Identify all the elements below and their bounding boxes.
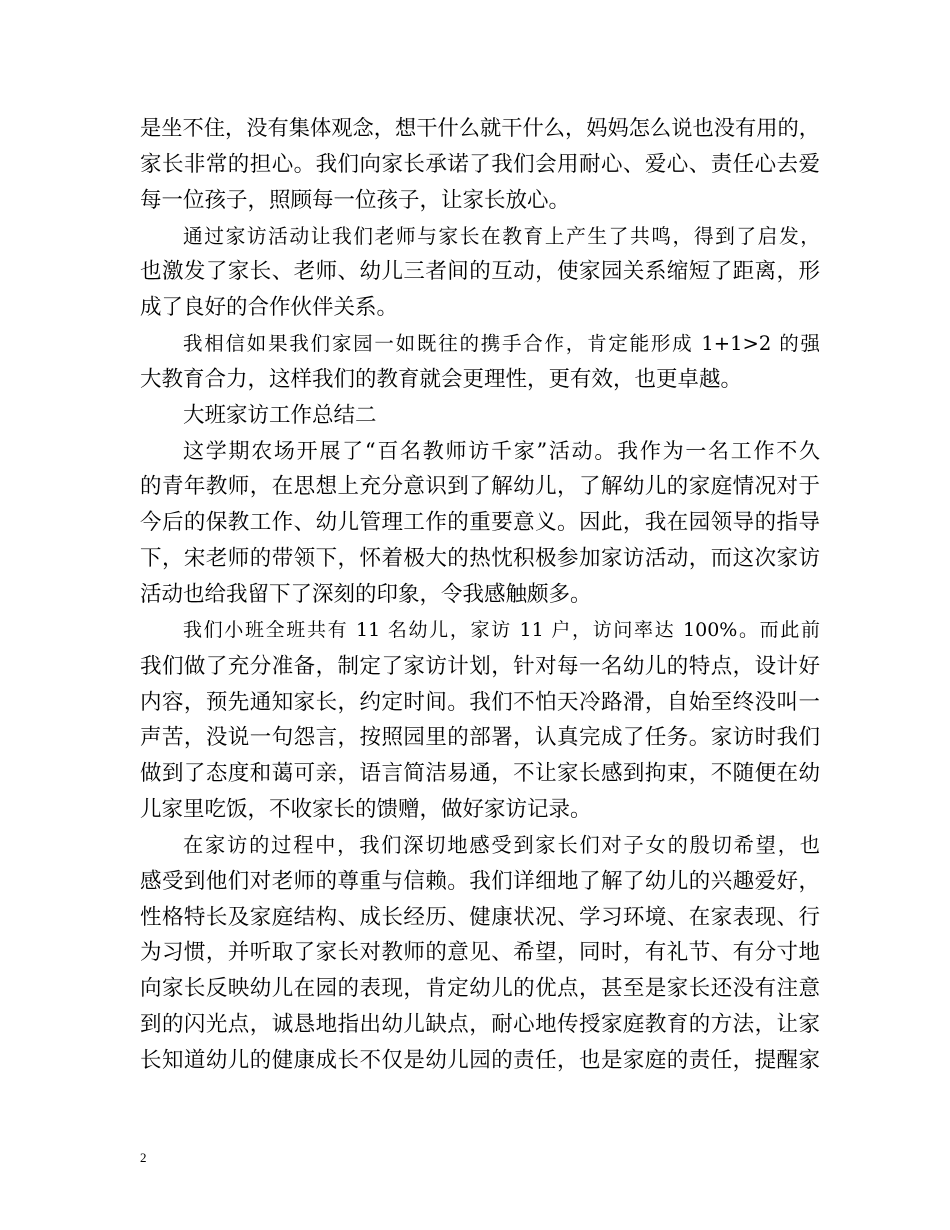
paragraph	[140, 828, 820, 1079]
text-line: 活动也给我留下了深刻的印象，令我感触颇多。	[140, 581, 592, 607]
text-line: 在家访的过程中，我们深切地感受到家长们对子女的殷切希望，也	[183, 832, 820, 857]
text-line: 也激发了家长、老师、幼儿三者间的互动，使家园关系缩短了距离，形	[140, 259, 820, 285]
text-line: 到的闪光点，诚恳地指出幼儿缺点，耐心地传授家庭教育的方法，让家	[140, 1012, 820, 1038]
text-line: 我相信如果我们家园一如既往的携手合作，肯定能形成 1+1>2 的强	[183, 332, 820, 356]
paragraph	[140, 111, 820, 219]
page-number: 2	[140, 1150, 147, 1165]
text-line: 我们做了充分准备，制定了家访计划，针对每一名幼儿的特点，设计好	[140, 653, 820, 679]
text-line: 每一位孩子，照顾每一位孩子，让家长放心。	[140, 187, 571, 213]
paragraph	[140, 326, 820, 398]
text-line: 声苦，没说一句怨言，按照园里的部署，认真完成了任务。家访时我们	[140, 725, 820, 751]
text-line: 为习惯，并听取了家长对教师的意见、希望，同时，有礼节、有分寸地	[140, 940, 820, 966]
paragraph	[140, 219, 820, 327]
text-line: 下，宋老师的带领下，怀着极大的热忱积极参加家访活动，而这次家访	[140, 546, 820, 572]
text-line: 长知道幼儿的健康成长不仅是幼儿园的责任，也是家庭的责任，提醒家	[140, 1047, 820, 1073]
text-line: 性格特长及家庭结构、成长经历、健康状况、学习环境、在家表现、行	[140, 904, 820, 930]
text-line: 感受到他们对老师的尊重与信赖。我们详细地了解了幼儿的兴趣爱好，	[140, 868, 820, 894]
paragraph	[140, 398, 820, 434]
text-line: 是坐不住，没有集体观念，想干什么就干什么，妈妈怎么说也没有用的，	[140, 116, 821, 141]
text-line: 我们小班全班共有 11 名幼儿，家访 11 户，访问率达 100%。而此前	[183, 618, 820, 641]
text-line: 今后的保教工作、幼儿管理工作的重要意义。因此，我在园领导的指导	[140, 510, 820, 536]
paragraph	[140, 613, 820, 828]
text-line: 内容，预先通知家长，约定时间。我们不怕天冷路滑，自始至终没叫一	[140, 689, 820, 715]
text-line: 做到了态度和蔼可亲，语言简洁易通，不让家长感到拘束，不随便在幼	[140, 761, 820, 787]
text-line: 向家长反映幼儿在园的表现，肯定幼儿的优点，甚至是家长还没有注意	[140, 976, 820, 1002]
text-line: 家长非常的担心。我们向家长承诺了我们会用耐心、爱心、责任心去爱	[140, 151, 820, 177]
text-line: 成了良好的合作伙伴关系。	[140, 295, 399, 321]
paragraph	[140, 434, 820, 613]
text-line: 的青年教师，在思想上充分意识到了解幼儿，了解幼儿的家庭情况对于	[140, 474, 820, 500]
document-body	[140, 111, 820, 1079]
text-line: 这学期农场开展了“百名教师访千家”活动。我作为一名工作不久	[183, 438, 820, 463]
text-line: 通过家访活动让我们老师与家长在教育上产生了共鸣，得到了启发，	[183, 224, 820, 248]
text-line: 大班家访工作总结二	[183, 402, 377, 428]
text-line: 大教育合力，这样我们的教育就会更理性，更有效，也更卓越。	[140, 366, 743, 392]
text-line: 儿家里吃饭，不收家长的馈赠，做好家访记录。	[140, 797, 592, 823]
